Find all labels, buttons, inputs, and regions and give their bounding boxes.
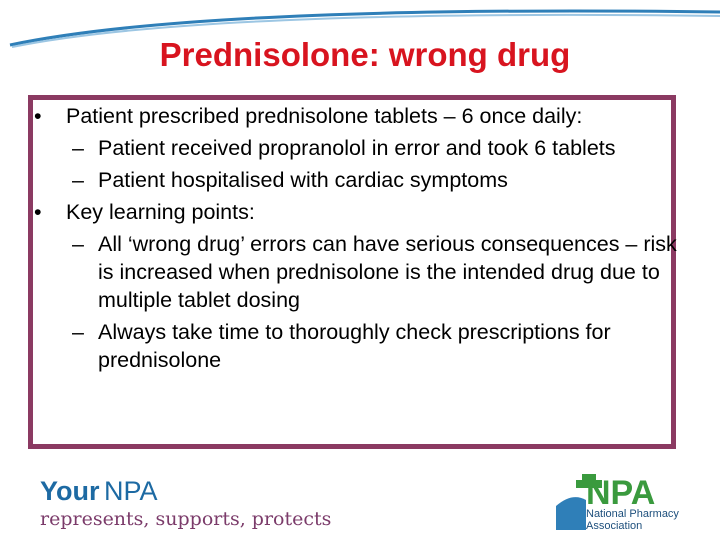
bullet-text: Patient prescribed prednisolone tablets – 6 once daily: xyxy=(66,104,583,128)
brand-your: Your xyxy=(40,476,100,506)
bullet-list xyxy=(34,98,684,376)
slide-title: Prednisolone: wrong drug xyxy=(159,36,571,73)
logo-line-1: National Pharmacy xyxy=(586,508,679,520)
bullet-text: Patient received propranolol in error and took 6 tablets xyxy=(98,136,616,160)
dash-marker: – xyxy=(72,136,84,160)
bullet-text: Always take time to thoroughly check prescriptions for prednisolone xyxy=(98,320,611,372)
footer-brand xyxy=(40,476,331,530)
bullet-marker: • xyxy=(34,200,42,224)
sub-bullet-item xyxy=(34,318,684,374)
dash-marker: – xyxy=(72,320,84,344)
bullet-item xyxy=(34,102,684,130)
logo-letters: NPA xyxy=(586,474,656,512)
bullet-text: Patient hospitalised with cardiac symptoms xyxy=(98,168,508,192)
logo-line-2: Association xyxy=(586,520,643,532)
bullet-text: Key learning points: xyxy=(66,200,255,224)
sub-bullet-item xyxy=(34,230,684,314)
bullet-marker: • xyxy=(34,104,42,128)
sub-bullet-item xyxy=(34,166,684,194)
bullet-text: All ‘wrong drug’ errors can have serious consequences – risk is increased when prednisolone is the intended drug due to multiple tablet dosing xyxy=(98,232,677,312)
brand-tagline: represents, supports, protects xyxy=(40,508,332,530)
brand-npa: NPA xyxy=(103,476,158,506)
bullet-item xyxy=(34,198,684,226)
logo-caption xyxy=(586,508,679,532)
dash-marker: – xyxy=(72,232,84,256)
dash-marker: – xyxy=(72,168,84,192)
sub-bullet-item xyxy=(34,134,684,162)
